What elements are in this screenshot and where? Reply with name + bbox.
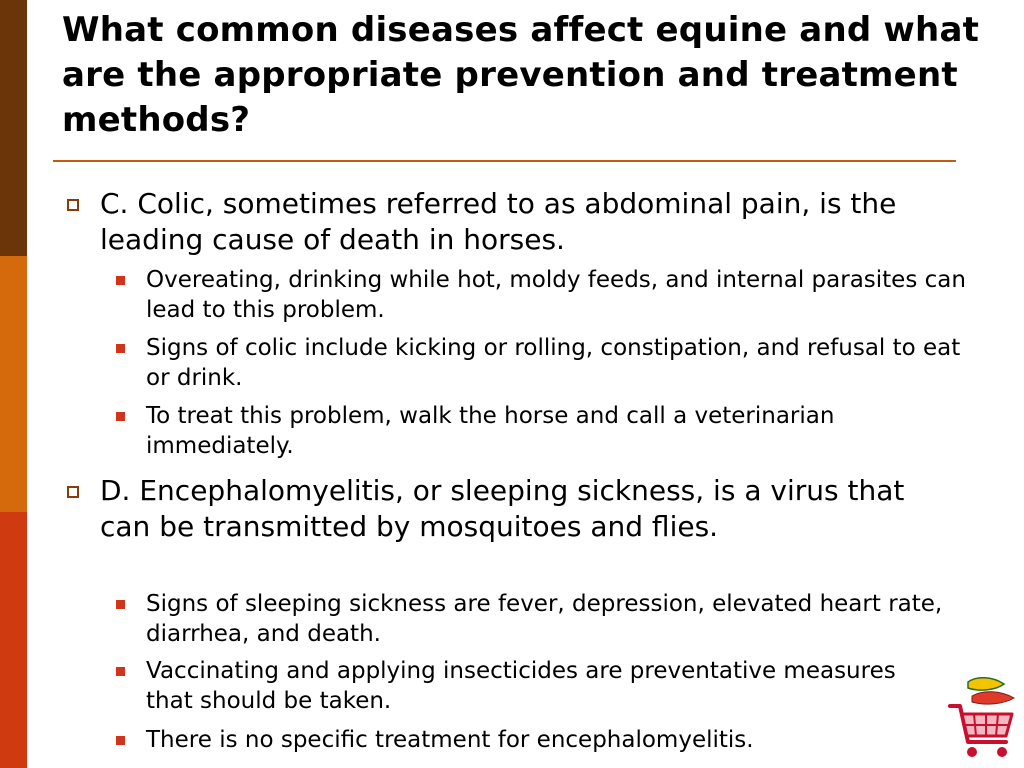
- title-divider: [53, 160, 956, 162]
- sub-bullet-text: Vaccinating and applying insecticides are preventative measures that should be taken.: [146, 658, 896, 714]
- side-bar-bottom: [0, 512, 27, 768]
- hollow-square-bullet-icon: [67, 486, 79, 498]
- square-bullet-icon: [116, 600, 125, 609]
- sub-bullet-item-1-1: [146, 265, 976, 325]
- sub-bullet-text: Overeating, drinking while hot, moldy feeds, and internal parasites can lead to this problem.: [146, 267, 966, 323]
- square-bullet-icon: [116, 736, 125, 745]
- bullet-text: C. Colic, sometimes referred to as abdominal pain, is the leading cause of death in horses.: [100, 187, 897, 256]
- sub-bullet-text: To treat this problem, walk the horse and call a veterinarian immediately.: [146, 403, 835, 459]
- sub-bullet-item-1-2: [146, 333, 976, 393]
- bullet-item-1: [100, 186, 900, 258]
- bullet-text: D. Encephalomyelitis, or sleeping sickness, is a virus that can be transmitted by mosquitoes and flies.: [100, 474, 905, 543]
- sub-bullet-text: There is no specific treatment for encephalomyelitis.: [146, 727, 754, 753]
- slide-title: What common diseases affect equine and what are the appropriate prevention and treatment methods?: [62, 10, 980, 140]
- shopping-cart-icon: [950, 706, 1012, 757]
- square-bullet-icon: [116, 276, 125, 285]
- square-bullet-icon: [116, 344, 125, 353]
- sub-bullet-item-2-3: [146, 725, 976, 755]
- hollow-square-bullet-icon: [67, 199, 79, 211]
- square-bullet-icon: [116, 412, 125, 421]
- side-bar-middle: [0, 256, 27, 512]
- mycaert-logo: [946, 676, 1020, 762]
- side-bar-top: [0, 0, 27, 256]
- sub-bullet-item-1-3: [146, 401, 846, 461]
- sub-bullet-item-2-1: [146, 589, 976, 649]
- sub-bullet-text: Signs of colic include kicking or rolling, constipation, and refusal to eat or drink.: [146, 335, 961, 391]
- sub-bullet-item-2-2: [146, 656, 936, 716]
- square-bullet-icon: [116, 667, 125, 676]
- sub-bullet-text: Signs of sleeping sickness are fever, depression, elevated heart rate, diarrhea, and death.: [146, 591, 943, 647]
- bullet-item-2: [100, 473, 960, 545]
